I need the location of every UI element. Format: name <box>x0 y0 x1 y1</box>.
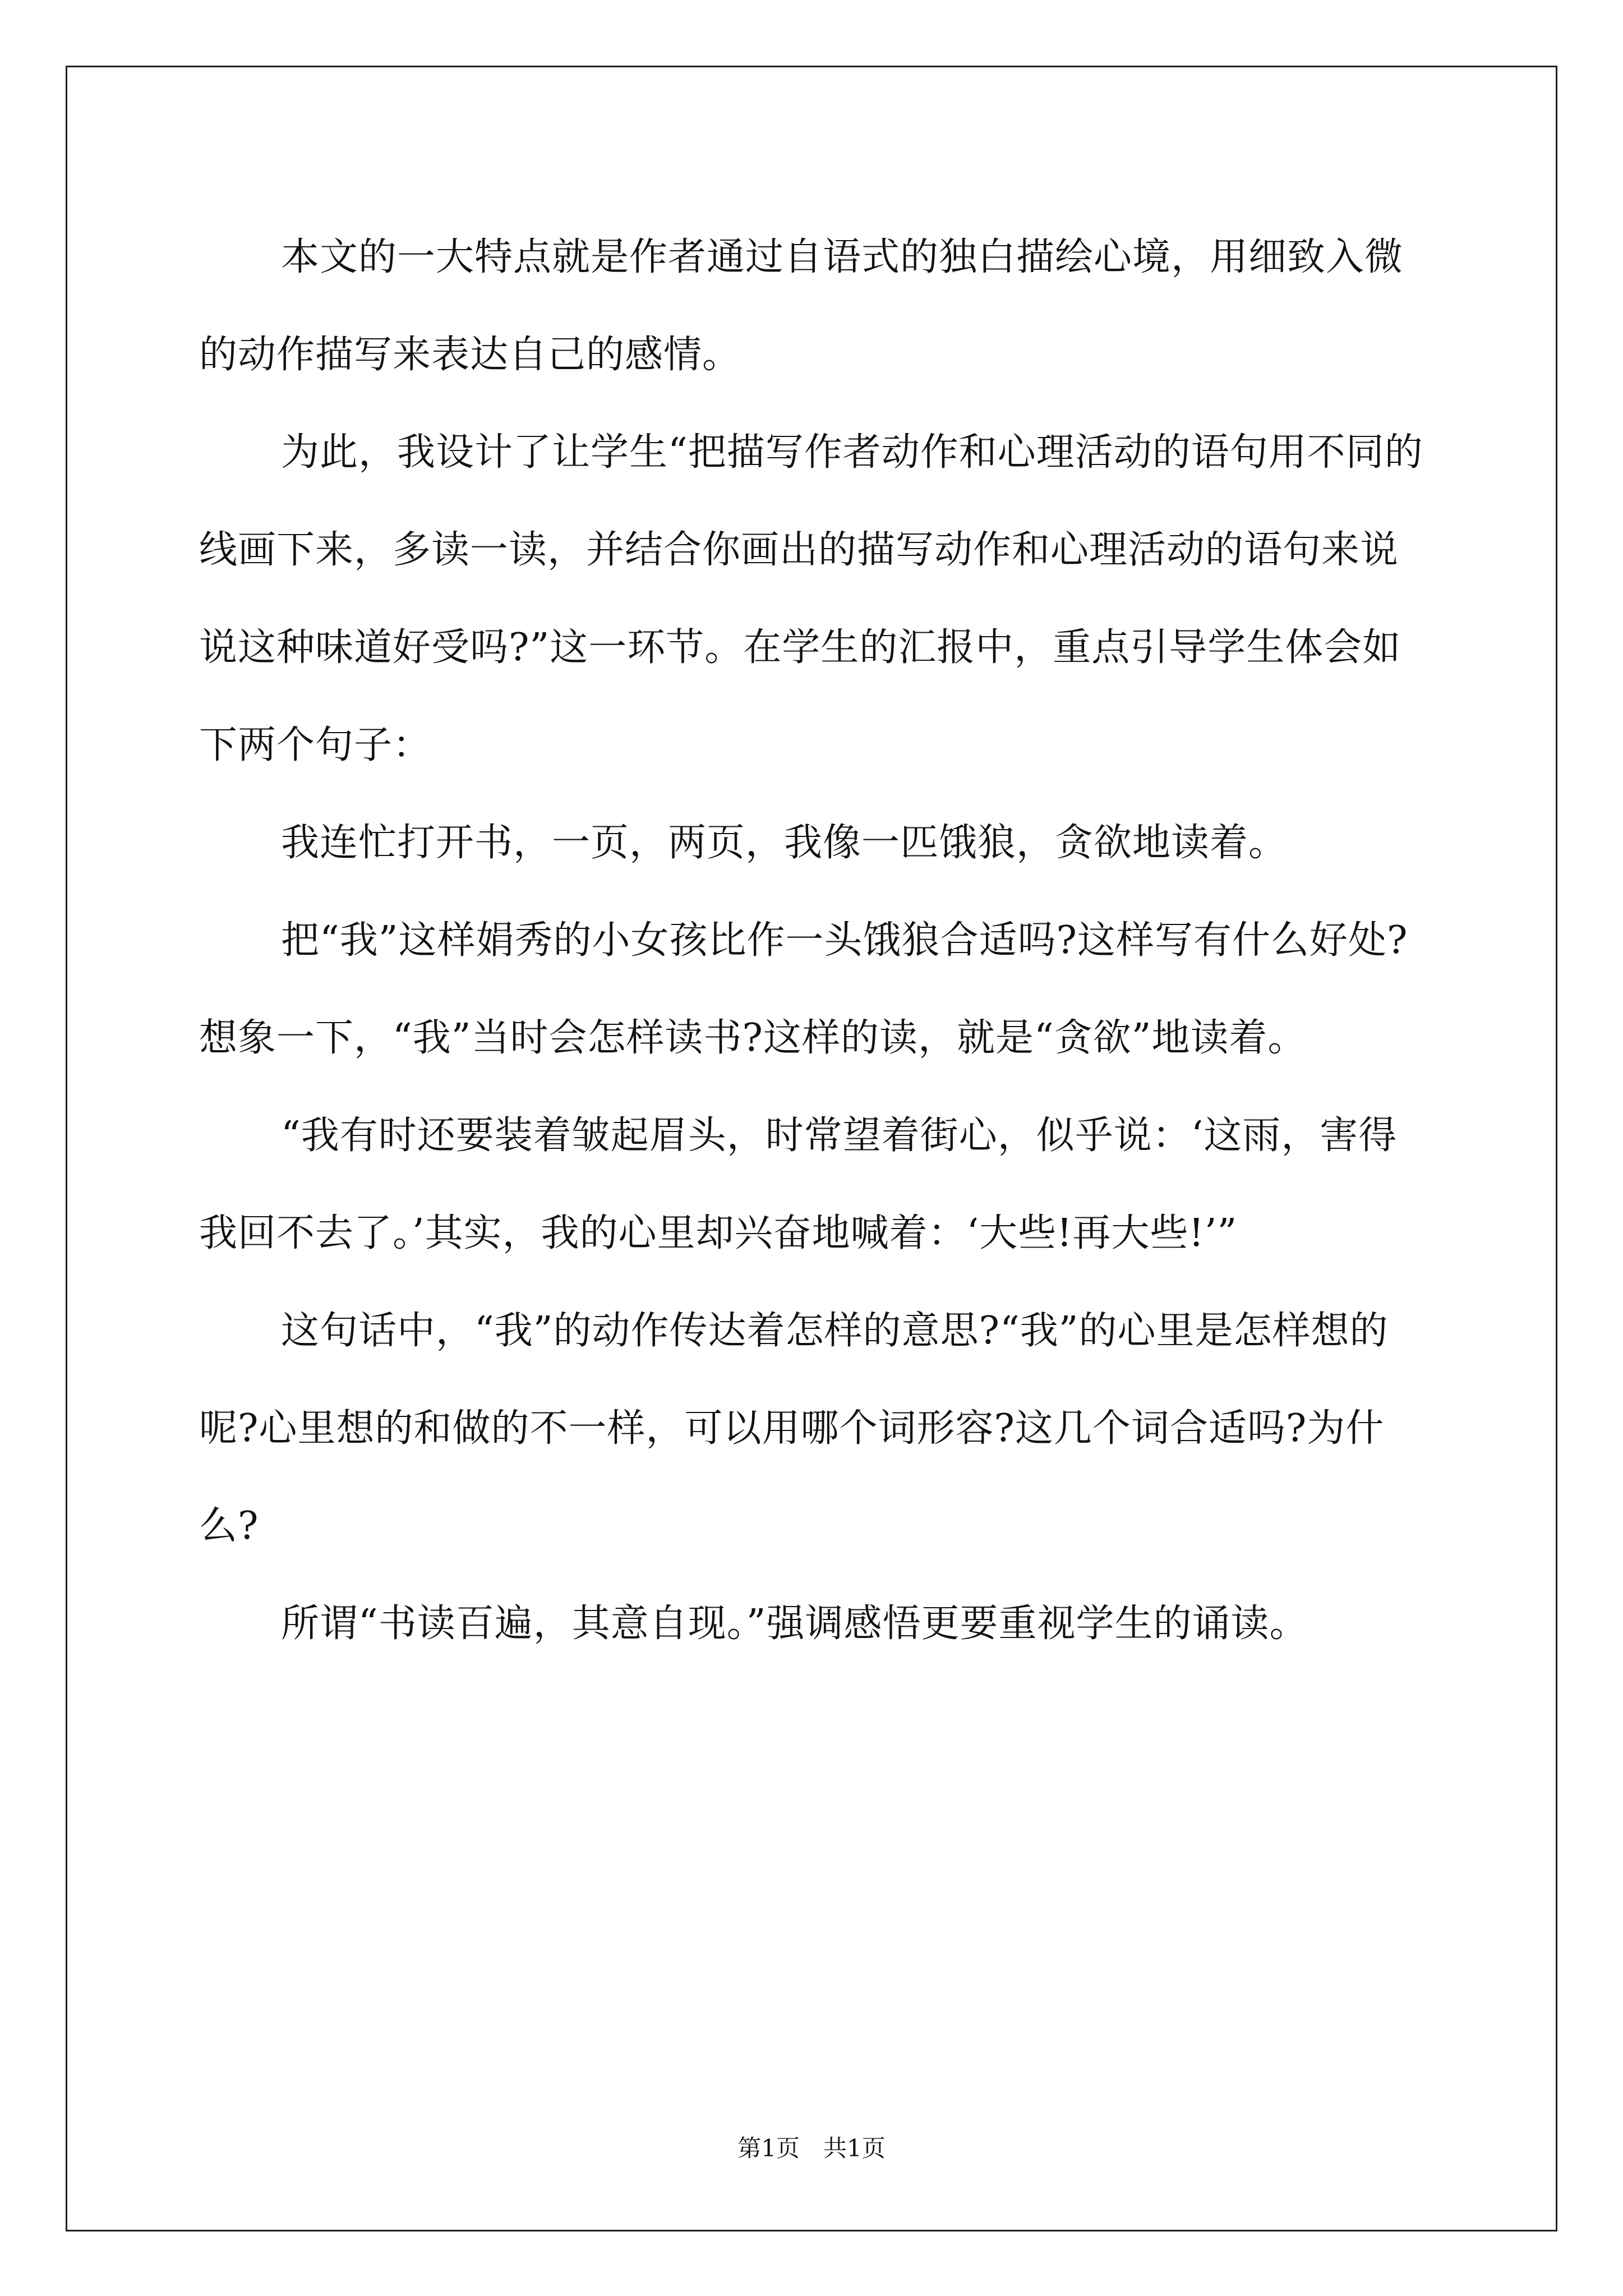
paragraph-5: “我有时还要装着皱起眉头，时常望着街心，似乎说：‘这雨，害得我回不去了。’其实，我的心里却兴奋地喊着：‘大些!再大些!’” <box>199 1114 1398 1255</box>
paragraph-7: 所谓“书读百遍，其意自现。”强调感悟更要重视学生的诵读。 <box>281 1602 1308 1646</box>
paragraph-4: 把“我”这样娟秀的小女孩比作一头饿狼合适吗?这样写有什么好处?想象一下，“我”当时会怎样读书?这样的读，就是“贪欲”地读着。 <box>199 918 1408 1060</box>
page-number-footer: 第1页 共1页 <box>737 2134 886 2162</box>
paragraph-6: 这句话中，“我”的动作传达着怎样的意思?“我”的心里是怎样想的呢?心里想的和做的不一样，可以用哪个词形容?这几个词合适吗?为什么? <box>199 1309 1389 1548</box>
document-body <box>199 209 1433 1673</box>
paragraph-3: 我连忙打开书，一页，两页，我像一匹饿狼，贪欲地读着。 <box>281 821 1288 865</box>
paragraph-2: 为此，我设计了让学生“把描写作者动作和心理活动的语句用不同的线画下来，多读一读，并结合你画出的描写动作和心理活动的语句来说说这种味道好受吗?”这一环节。在学生的汇报中，重点引导学生体会如下两个句子： <box>199 430 1423 767</box>
paragraph-1: 本文的一大特点就是作者通过自语式的独白描绘心境，用细致入微的动作描写来表达自己的感情。 <box>199 235 1404 377</box>
